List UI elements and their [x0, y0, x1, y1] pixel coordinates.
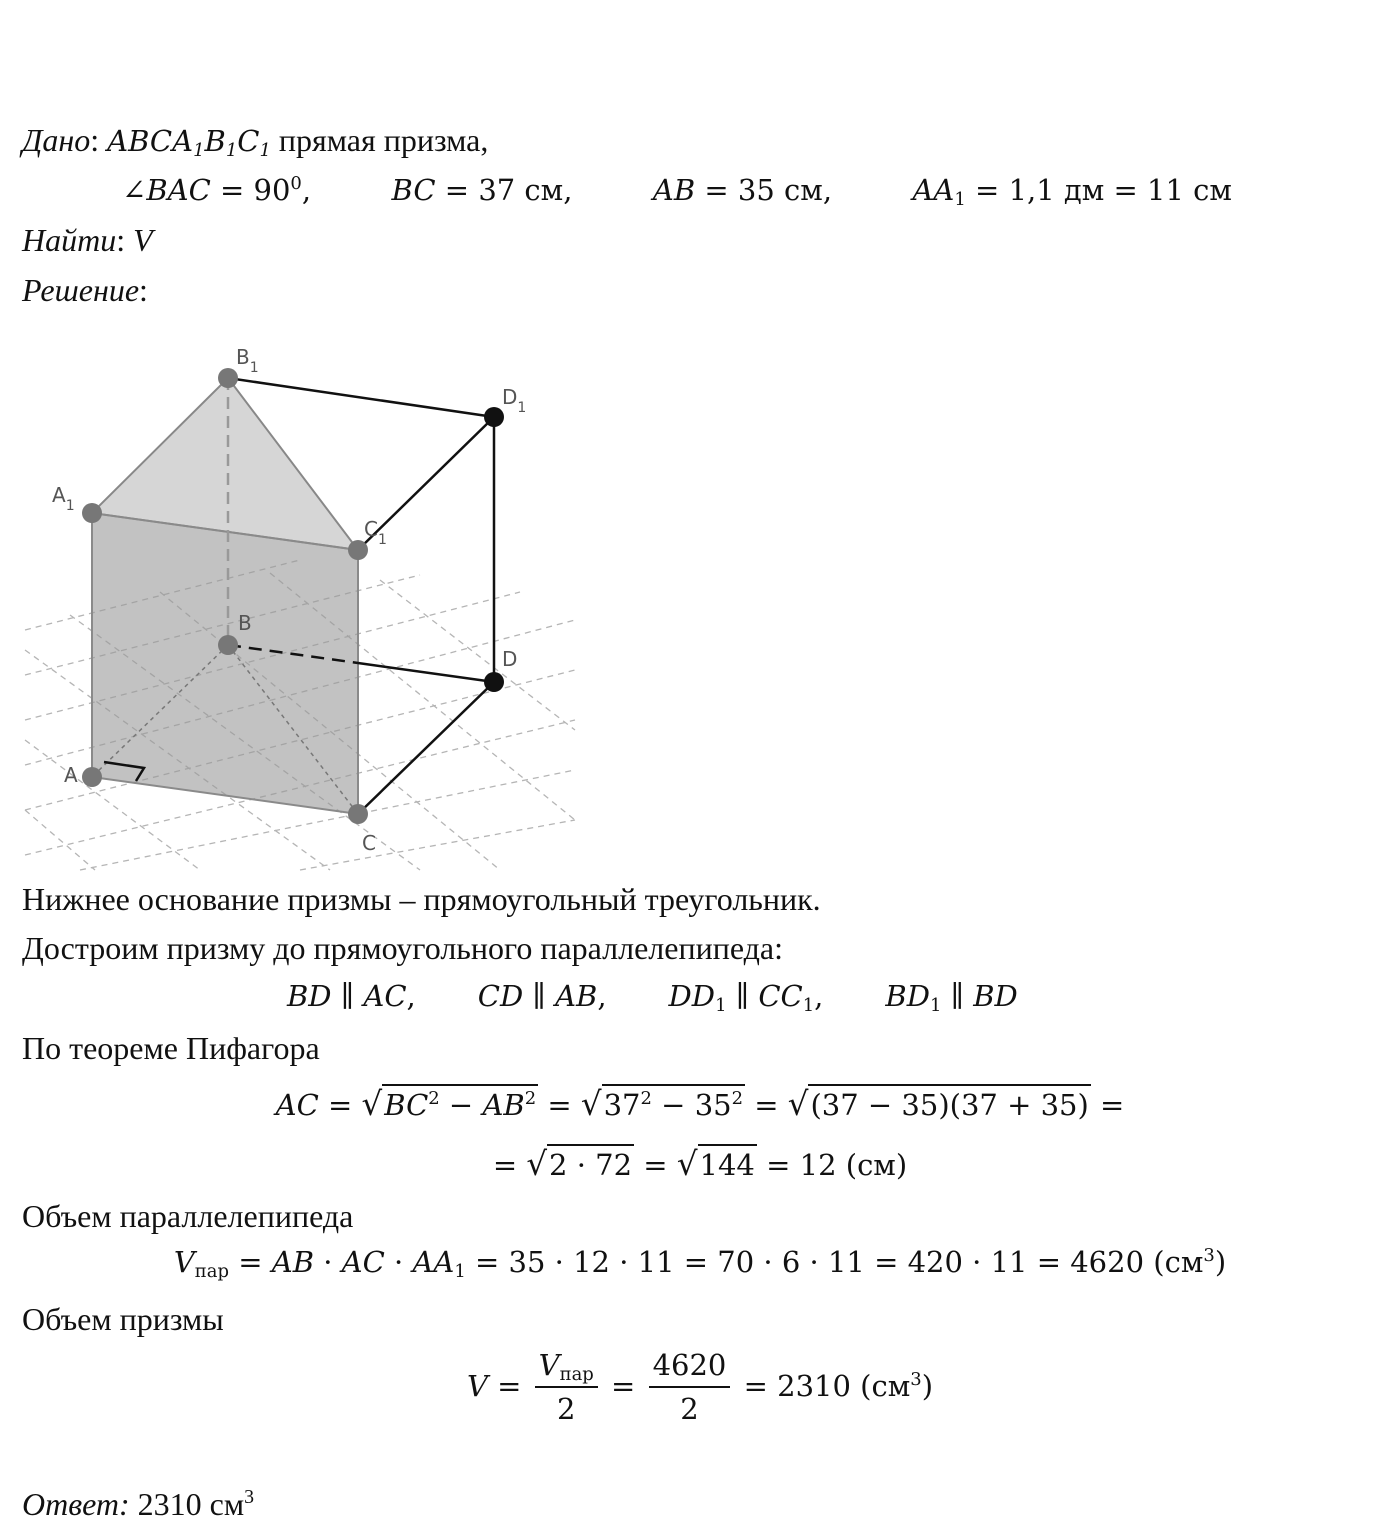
prism-volume-formula: V = $\frac{V_{пар}}{2}$ = $\frac{4620}{2}$ = 2310 $(см^3)$: [466, 1348, 934, 1426]
volume-prism-title: Объем призмы: [22, 1301, 224, 1337]
label-a: A: [64, 763, 78, 787]
answer-exp: 3: [244, 1486, 255, 1509]
given-label: Дано: [22, 122, 91, 158]
ac-value: 12: [799, 1148, 837, 1182]
aa1-condition: $AA_1 = 1,1$ дм = 11 см: [912, 173, 1232, 211]
ac-formula-line2: = √2 · 72 = √144 = 12 (см): [492, 1145, 908, 1183]
label-b1: $B_1$: [236, 345, 259, 376]
find-value: V: [133, 222, 153, 258]
prism-type-text: прямая призма,: [278, 122, 489, 158]
label-d: D: [502, 647, 518, 671]
given-line: Дано: $ABCA_1B_1C_1$ прямая призма,: [22, 122, 489, 162]
answer-label: Ответ:: [22, 1486, 130, 1522]
prism-volume-value: 2310: [777, 1368, 851, 1403]
ab-condition: AB = 35 см,: [652, 173, 833, 207]
answer-value: 2310 см: [137, 1486, 245, 1522]
front-face: [92, 513, 358, 814]
complete-statement: Достроим призму до прямоугольного параллелепипеда:: [22, 930, 783, 966]
label-d1: $D_1$: [502, 385, 527, 416]
angle-condition: ∠BAC = $90^0$,: [122, 173, 312, 207]
find-label: Найти: [22, 222, 117, 258]
label-c: C: [362, 831, 376, 855]
box-volume-value: 4620: [1070, 1245, 1145, 1279]
parallel-relations: BD ∥ AC, CD ∥ AB, $DD_1$ ∥ $CC_1$, $BD_1$ ∥ BD: [287, 979, 1018, 1017]
prism-name: $ABCA_1B_1C_1$: [107, 124, 271, 162]
base-statement: Нижнее основание призмы – прямоугольный треугольник.: [22, 881, 821, 917]
box-volume-formula: $V_{пар}$ = AB · AC · $AA_1 = 35 \cdot 12 \cdot 11 = 70 \cdot 6 \cdot 11 = 420 \cdot 11 = 4620$ $(см^3)$: [173, 1245, 1227, 1283]
bc-condition: BC = 37 см,: [391, 173, 573, 207]
label-c1: $C_1$: [364, 517, 387, 548]
solution-line: Решение:: [22, 272, 148, 308]
conditions-line: [122, 173, 1232, 211]
ac-formula-line1: AC = $√BC^2 - AB^2 = √37^2 - 35^2 = √(37 - 35)(37 + 35)$ =: [275, 1085, 1125, 1123]
solution-label: Решение: [22, 272, 140, 308]
label-a1: $A_1$: [52, 483, 75, 514]
pythagoras-label: По теореме Пифагора: [22, 1030, 320, 1066]
label-b: B: [238, 611, 252, 635]
volume-box-title: Объем параллелепипеда: [22, 1198, 354, 1234]
find-line: Найти: V: [22, 222, 153, 258]
prism-figure: [0, 330, 600, 880]
answer-line: [22, 1488, 254, 1520]
